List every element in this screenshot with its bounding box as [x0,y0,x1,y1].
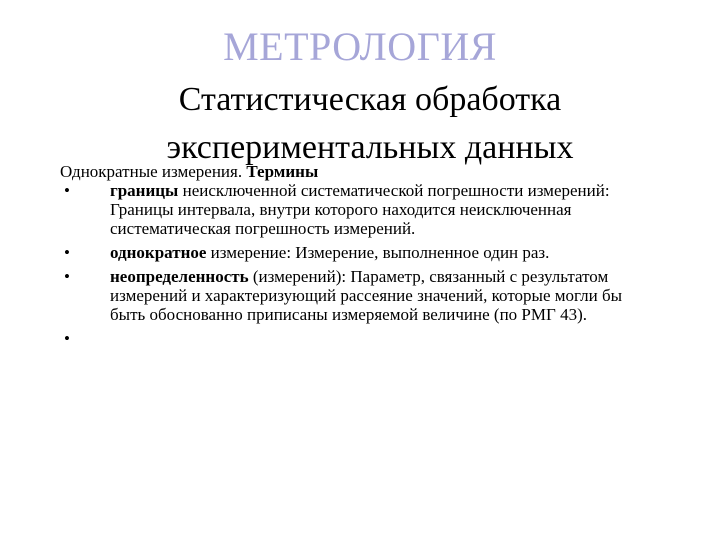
list-item-term: однократное [110,243,207,262]
subtitle-line-2: экспериментальных данных [166,129,574,166]
slide-body [60,162,660,353]
list-item [60,243,660,262]
bullet-icon: • [64,267,70,286]
list-item-text: (измерений): Параметр, связанный с результатом измерений и характеризующий рассеяние значений, которые могли бы быть обоснованно приписаны измеряемой величине (по РМГ 43). [110,267,623,324]
slide-title: МЕТРОЛОГИЯ [223,24,497,69]
slide-subtitle [40,76,700,172]
list-item-term: неопределенность [110,267,249,286]
list-item [60,181,660,238]
bullet-icon: • [64,243,70,262]
bullet-icon: • [64,329,70,348]
term-list [60,181,660,348]
section-heading-prefix: Однократные измерения. [60,162,247,181]
list-item [60,267,660,324]
list-item-empty [60,329,660,348]
list-item-text: измерение: Измерение, выполненное один раз. [206,243,550,262]
list-item-term: границы [110,181,179,200]
list-item-text: неисключенной систематической погрешности измерений: Границы интервала, внутри которого находится неисключенная систематическая погрешность измерений. [110,181,610,238]
bullet-icon: • [64,181,70,200]
subtitle-line-1: Статистическая обработка [178,81,562,118]
section-heading-bold: Термины [246,162,319,181]
section-heading [60,162,660,181]
